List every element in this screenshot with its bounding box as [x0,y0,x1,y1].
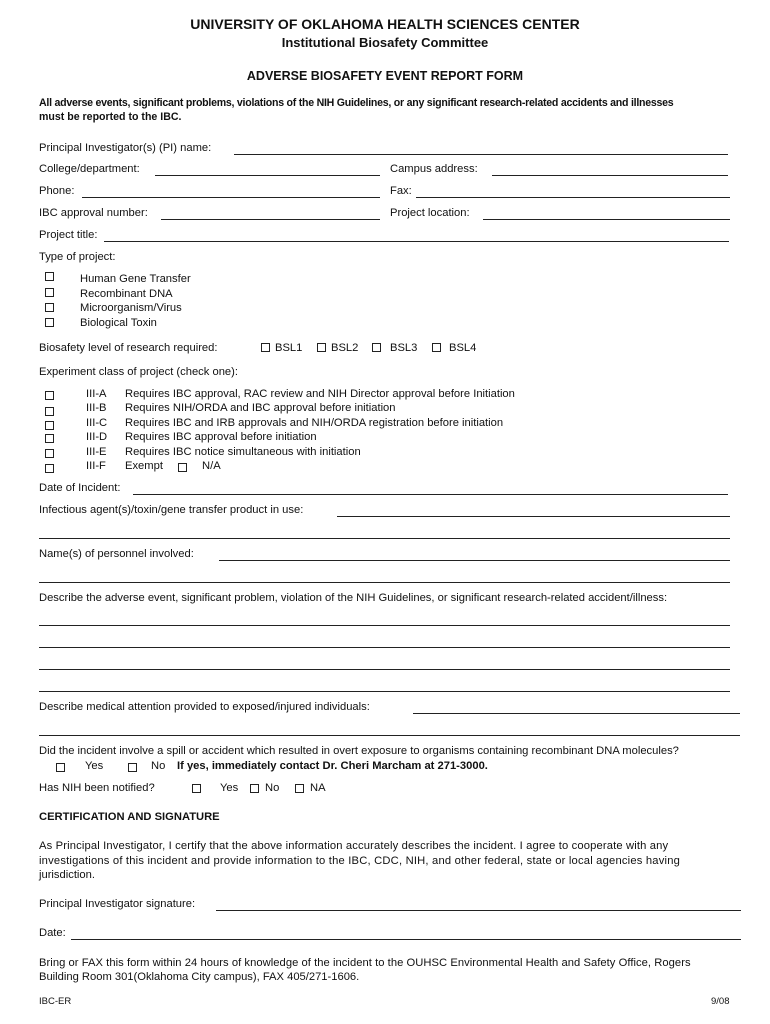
committee-title: Institutional Biosafety Committee [281,35,489,50]
class-na-label: N/A [202,460,221,472]
describe-event-label: Describe the adverse event, significant problem, violation of the NIH Guidelines, or significant research-related accident/illness: [39,592,668,604]
checkbox-class-iii-b[interactable] [45,407,54,416]
ibc-number-label: IBC approval number: [39,207,148,219]
checkbox-nih-na[interactable] [295,784,304,793]
phone-field[interactable] [82,197,380,198]
nih-yes-label: Yes [220,782,239,794]
pi-signature-field[interactable] [216,910,741,911]
checkbox-class-iii-c[interactable] [45,421,54,430]
bsl1-label: BSL1 [275,342,303,354]
checkbox-bsl3[interactable] [372,343,381,352]
certification-heading: CERTIFICATION AND SIGNATURE [39,811,220,823]
experiment-class-label: Experiment class of project (check one): [39,366,238,378]
project-title-label: Project title: [39,229,98,241]
pi-name-field[interactable] [234,154,728,155]
revision-date: 9/08 [711,996,730,1007]
class-code: III-A [86,388,107,400]
pi-signature-label: Principal Investigator signature: [39,898,196,910]
infectious-agent-field[interactable] [337,516,730,517]
certification-line-1: As Principal Investigator, I certify that the above information accurately describes the incident. I agree to cooperate with any [39,840,669,852]
class-code: III-F [86,460,106,472]
nih-notified-question: Has NIH been notified? [39,782,155,794]
submission-line-2: Building Room 301(Oklahoma City campus), FAX 405/271-1606. [39,971,360,983]
spill-instruction: If yes, immediately contact Dr. Cheri Marcham at 271-3000. [177,760,488,772]
infectious-agent-field-2[interactable] [39,538,730,539]
infectious-agent-label: Infectious agent(s)/toxin/gene transfer product in use: [39,504,304,516]
checkbox-microorganism-virus[interactable] [45,303,54,312]
checkbox-class-iii-e[interactable] [45,449,54,458]
date-field[interactable] [71,939,741,940]
checkbox-spill-yes[interactable] [56,763,65,772]
class-code: III-C [86,417,108,429]
personnel-field[interactable] [219,560,730,561]
medical-attention-field-2[interactable] [39,735,740,736]
checkbox-spill-no[interactable] [128,763,137,772]
checkbox-biological-toxin[interactable] [45,318,54,327]
checkbox-human-gene-transfer[interactable] [45,272,54,281]
ibc-number-field[interactable] [161,219,380,220]
fax-field[interactable] [416,197,730,198]
class-description: Requires IBC notice simultaneous with initiation [125,446,361,458]
option-recombinant-dna: Recombinant DNA [80,288,173,300]
spill-question: Did the incident involve a spill or accident which resulted in overt exposure to organisms containing recombinant DNA molecules? [39,745,679,757]
certification-line-3: jurisdiction. [39,869,95,881]
bsl3-label: BSL3 [390,342,418,354]
checkbox-class-iii-d[interactable] [45,434,54,443]
campus-address-label: Campus address: [390,163,478,175]
class-description: Requires IBC and IRB approvals and NIH/ORDA registration before initiation [125,417,504,429]
describe-event-field-3[interactable] [39,669,730,670]
submission-line-1: Bring or FAX this form within 24 hours of knowledge of the incident to the OUHSC Environmental Health and Safety Office, Rogers [39,957,691,969]
date-of-incident-label: Date of Incident: [39,482,121,494]
spill-yes-label: Yes [85,760,104,772]
project-location-field[interactable] [483,219,730,220]
bsl2-label: BSL2 [331,342,359,354]
certification-line-2: investigations of this incident and provide information to the IBC, CDC, NIH, and other federal, state or local agencies having [39,855,681,867]
describe-event-field-2[interactable] [39,647,730,648]
class-description: Requires NIH/ORDA and IBC approval before initiation [125,402,396,414]
medical-attention-label: Describe medical attention provided to exposed/injured individuals: [39,701,370,713]
checkbox-bsl4[interactable] [432,343,441,352]
personnel-label: Name(s) of personnel involved: [39,548,194,560]
campus-address-field[interactable] [492,175,728,176]
fax-label: Fax: [390,185,412,197]
college-label: College/department: [39,163,140,175]
notice-line-2: must be reported to the IBC. [39,111,182,123]
spill-no-label: No [151,760,166,772]
nih-na-label: NA [310,782,326,794]
date-label: Date: [39,927,66,939]
medical-attention-field[interactable] [413,713,740,714]
describe-event-field-1[interactable] [39,625,730,626]
option-biological-toxin: Biological Toxin [80,317,157,329]
checkbox-bsl2[interactable] [317,343,326,352]
checkbox-nih-no[interactable] [250,784,259,793]
option-microorganism-virus: Microorganism/Virus [80,302,182,314]
checkbox-class-iii-f[interactable] [45,464,54,473]
checkbox-class-iii-a[interactable] [45,391,54,400]
project-location-label: Project location: [390,207,470,219]
university-title: UNIVERSITY OF OKLAHOMA HEALTH SCIENCES CENTER [190,16,580,32]
checkbox-class-na[interactable] [178,463,187,472]
notice-line-1: All adverse events, significant problems, violations of the NIH Guidelines, or any significant research-related accidents and illnesses [39,97,674,109]
option-human-gene-transfer: Human Gene Transfer [80,273,191,285]
date-of-incident-field[interactable] [133,494,728,495]
nih-no-label: No [265,782,280,794]
checkbox-nih-yes[interactable] [192,784,201,793]
class-code: III-B [86,402,107,414]
class-description: Requires IBC approval before initiation [125,431,317,443]
checkbox-bsl1[interactable] [261,343,270,352]
form-title: ADVERSE BIOSAFETY EVENT REPORT FORM [246,69,524,83]
phone-label: Phone: [39,185,75,197]
college-field[interactable] [155,175,380,176]
form-code: IBC-ER [39,996,72,1007]
personnel-field-2[interactable] [39,582,730,583]
class-code: III-E [86,446,107,458]
class-description: Requires IBC approval, RAC review and NIH Director approval before Initiation [125,388,515,400]
describe-event-field-4[interactable] [39,691,730,692]
class-description: Exempt [125,460,163,472]
project-type-label: Type of project: [39,251,116,263]
project-title-field[interactable] [104,241,729,242]
class-code: III-D [86,431,108,443]
biosafety-level-label: Biosafety level of research required: [39,342,218,354]
checkbox-recombinant-dna[interactable] [45,288,54,297]
pi-name-label: Principal Investigator(s) (PI) name: [39,142,212,154]
bsl4-label: BSL4 [449,342,477,354]
